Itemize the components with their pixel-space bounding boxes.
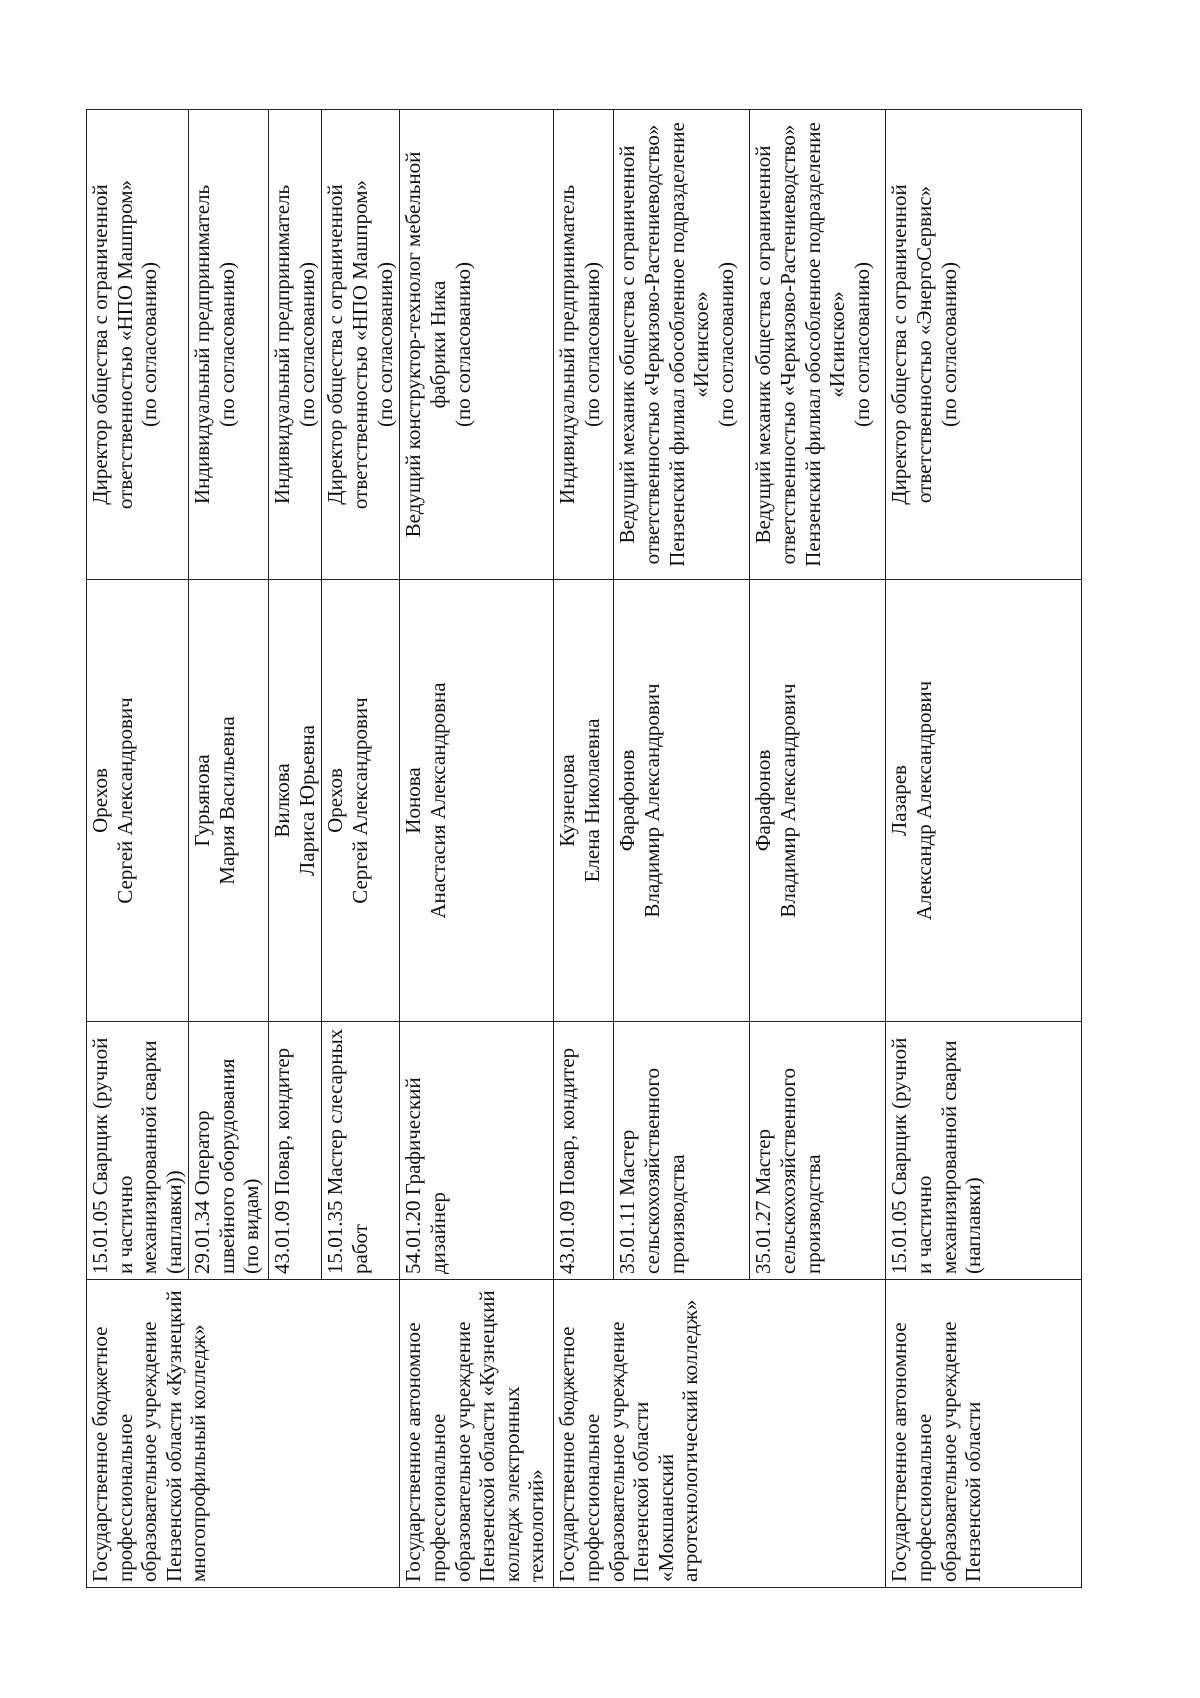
surname: Лазарев	[887, 765, 912, 836]
position-text: Ведущий механик общества с ограниченной ответственностью «Черкизово-Растениеводство» Пензенский филиал обособленное подразделение «Исинское»	[615, 122, 714, 567]
surname: Вилкова	[270, 763, 295, 838]
table-row	[886, 110, 1082, 1588]
institution-cell: Государственное автономное профессиональное образовательное учреждение Пензенской области «Кузнецкий колледж электронных технологий»	[400, 1280, 554, 1588]
profession-cell: 35.01.27 Мастер сельскохозяйственного производства	[750, 1022, 886, 1280]
profession-cell: 43.01.09 Повар, кондитер	[269, 1022, 322, 1280]
given-name: Лариса Юрьевна	[294, 725, 319, 876]
name-cell	[750, 580, 886, 1022]
name-cell	[87, 580, 189, 1022]
approval-note: (по согласованию)	[372, 261, 397, 428]
profession-cell: 35.01.11 Мастер сельскохозяйственного производства	[614, 1022, 750, 1280]
position-text: Индивидуальный предприниматель	[270, 184, 295, 505]
approval-note: (по согласованию)	[849, 261, 874, 428]
table-row	[554, 110, 614, 1588]
profession-cell: 29.01.34 Оператор швейного оборудования (по видам)	[189, 1022, 269, 1280]
institution-cell: Государственное бюджетное профессиональное образовательное учреждение Пензенской области «Кузнецкий многопрофильный колледж»	[87, 1280, 400, 1588]
profession-cell: 54.01.20 Графический дизайнер	[400, 1022, 554, 1280]
position-text: Индивидуальный предприниматель	[555, 184, 580, 505]
surname: Кузнецова	[555, 754, 580, 847]
approval-note: (по согласованию)	[579, 261, 604, 428]
table-row	[87, 110, 189, 1588]
position-cell	[400, 110, 554, 580]
surname: Ионова	[401, 767, 426, 834]
surname: Фарафонов	[615, 749, 640, 852]
approval-note: (по согласованию)	[294, 261, 319, 428]
given-name: Владимир Александрович	[639, 683, 664, 918]
surname: Фарафонов	[751, 749, 776, 852]
position-cell	[87, 110, 189, 580]
given-name: Мария Васильевна	[214, 716, 239, 885]
approval-note: (по согласованию)	[713, 261, 738, 428]
position-cell	[554, 110, 614, 580]
position-text: Индивидуальный предприниматель	[190, 184, 215, 505]
position-cell	[189, 110, 269, 580]
given-name: Владимир Александрович	[775, 683, 800, 918]
given-name: Сергей Александрович	[112, 697, 137, 904]
surname: Орехов	[323, 768, 348, 833]
institution-cell: Государственное бюджетное профессиональное образовательное учреждение Пензенской области «Мокшанский агротехнологический колледж»	[554, 1280, 886, 1588]
surname: Гурьянова	[190, 754, 215, 847]
profession-cell: 15.01.35 Мастер слесарных работ	[322, 1022, 400, 1280]
position-text: Директор общества с ограниченной ответственностью «ЭнергоСервис»	[887, 184, 936, 505]
name-cell	[322, 580, 400, 1022]
position-text: Директор общества с ограниченной ответственностью «НПО Машпром»	[88, 179, 137, 510]
name-cell	[400, 580, 554, 1022]
profession-cell: 15.01.05 Сварщик (ручной и частично механизированной сварки (наплавки)	[886, 1022, 1082, 1280]
given-name: Елена Николаевна	[579, 718, 604, 883]
institution-cell: Государственное автономное профессиональное образовательное учреждение Пензенской области	[886, 1280, 1082, 1588]
position-cell	[750, 110, 886, 580]
surname: Орехов	[88, 768, 112, 833]
approval-note: (по согласованию)	[214, 261, 239, 428]
name-cell	[886, 580, 1082, 1022]
commission-table	[86, 109, 1082, 1588]
position-text: Ведущий механик общества с ограниченной ответственностью «Черкизово-Растениеводство» Пензенский филиал обособленное подразделение «Исинское»	[751, 122, 850, 567]
position-cell	[322, 110, 400, 580]
name-cell	[189, 580, 269, 1022]
name-cell	[269, 580, 322, 1022]
position-cell	[886, 110, 1082, 580]
given-name: Сергей Александрович	[347, 697, 372, 904]
position-text: Директор общества с ограниченной ответственностью «НПО Машпром»	[323, 179, 372, 510]
approval-note: (по согласованию)	[936, 261, 961, 428]
given-name: Анастасия Александровна	[425, 682, 450, 919]
position-text: Ведущий конструктор-технолог мебельной фабрики Ника	[401, 151, 450, 538]
table-row	[400, 110, 554, 1588]
name-cell	[614, 580, 750, 1022]
name-cell	[554, 580, 614, 1022]
profession-cell: 15.01.05 Сварщик (ручной и частично механизированной сварки (наплавки))	[87, 1022, 189, 1280]
position-cell	[614, 110, 750, 580]
profession-cell: 43.01.09 Повар, кондитер	[554, 1022, 614, 1280]
position-cell	[269, 110, 322, 580]
approval-note: (по согласованию)	[450, 261, 475, 428]
approval-note: (по согласованию)	[137, 261, 162, 428]
given-name: Александр Александрович	[911, 680, 936, 921]
rotated-page-content	[86, 110, 1076, 1588]
